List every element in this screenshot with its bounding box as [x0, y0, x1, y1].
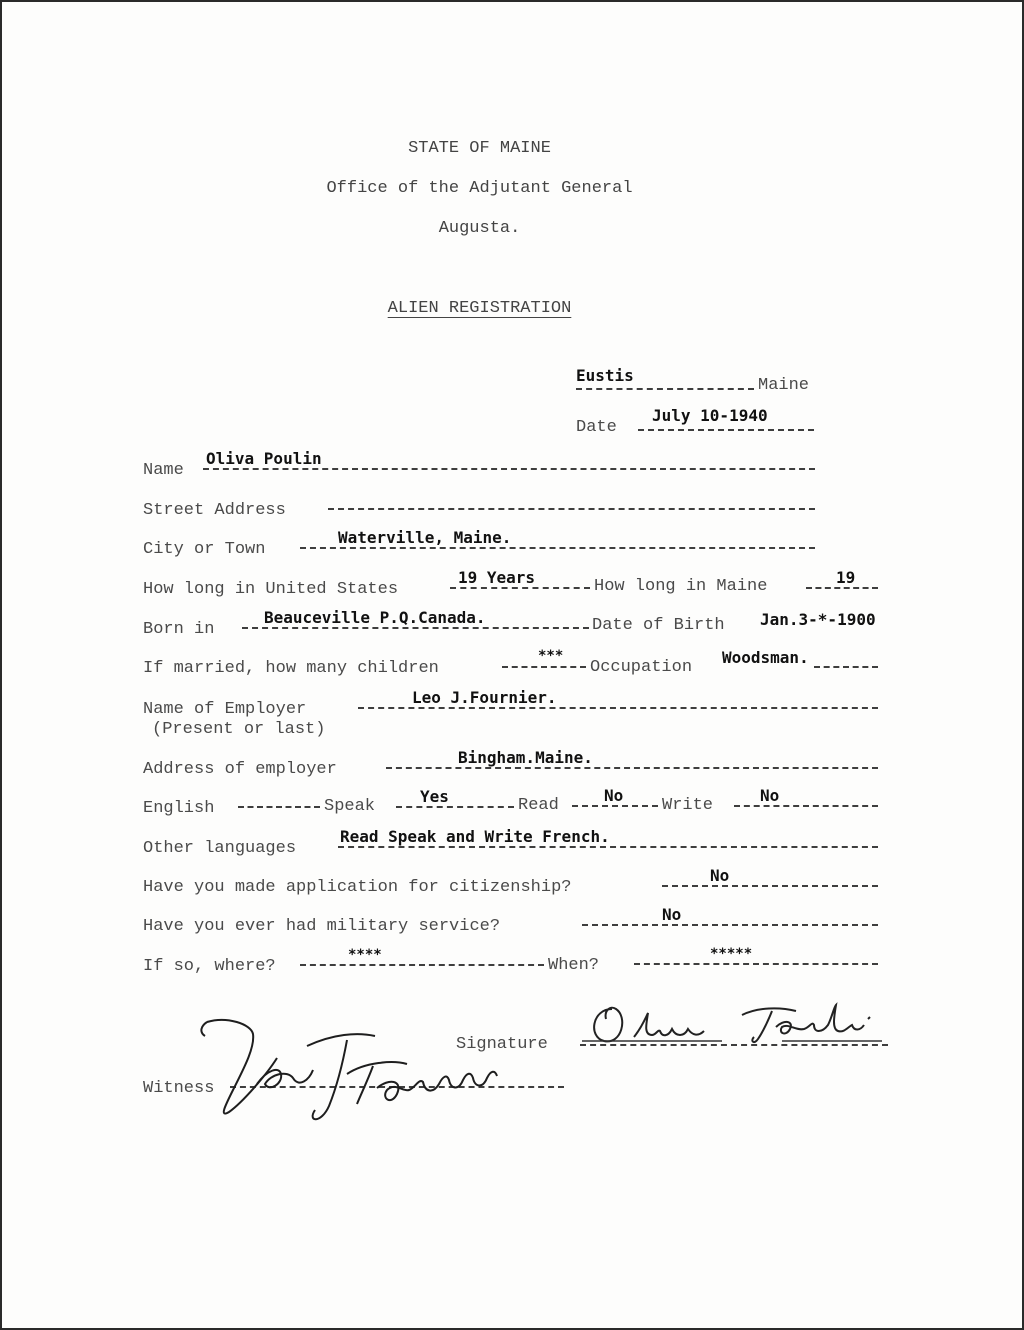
english-label: English [143, 799, 215, 818]
occupation-value: Woodsman. [722, 648, 809, 667]
speak-label: Speak [324, 797, 376, 816]
city-label: City or Town [143, 540, 266, 559]
occupation-label: Occupation [590, 658, 693, 677]
if-so-where-label: If so, where? [143, 957, 276, 976]
born-in-value: Beauceville P.Q.Canada. [264, 608, 486, 627]
other-languages-value: Read Speak and Write French. [340, 827, 610, 846]
write-label: Write [662, 796, 714, 815]
name-line [203, 468, 815, 470]
read-value: No [604, 786, 624, 805]
header-office: Office of the Adjutant General [326, 179, 633, 198]
other-languages-line [338, 846, 878, 848]
military-line [582, 924, 878, 926]
city-line [300, 547, 815, 549]
born-in-line [242, 627, 589, 629]
children-value: *** [538, 648, 564, 664]
applicant-signature [582, 997, 902, 1057]
form-title-text: ALIEN REGISTRATION [387, 299, 572, 318]
employer-value: Leo J.Fournier. [412, 688, 557, 707]
employer-address-value: Bingham.Maine. [458, 748, 593, 767]
date-value: July 10-1940 [652, 406, 768, 425]
place-value: Eustis [576, 366, 634, 385]
other-languages-label: Other languages [143, 839, 297, 858]
employer-address-line [386, 767, 878, 769]
name-label: Name [143, 461, 184, 480]
years-maine-line [806, 587, 878, 589]
header-state: STATE OF MAINE [408, 139, 551, 158]
military-value: No [662, 905, 682, 924]
how-long-maine-label: How long in Maine [594, 577, 768, 596]
street-line [328, 508, 815, 510]
employer-line [358, 707, 878, 709]
write-value: No [760, 786, 780, 805]
when-value: ***** [710, 946, 753, 962]
dob-value: Jan.3-*-1900 [760, 610, 876, 629]
city-value: Waterville, Maine. [338, 528, 512, 547]
citizenship-label: Have you made application for citizenship? [143, 878, 572, 897]
occupation-line [814, 666, 878, 668]
employer-note: (Present or last) [152, 720, 326, 739]
military-label: Have you ever had military service? [143, 917, 501, 936]
street-label: Street Address [143, 501, 286, 520]
signature-label: Signature [456, 1035, 548, 1054]
years-us-value: 19 Years [458, 568, 536, 587]
how-long-us-label: How long in United States [143, 580, 399, 599]
married-label: If married, how many children [143, 659, 439, 678]
name-value: Oliva Poulin [206, 449, 322, 468]
employer-label: Name of Employer [143, 700, 307, 719]
children-line [502, 666, 586, 668]
speak-value: Yes [420, 787, 449, 806]
date-label: Date [576, 418, 617, 437]
speak-line [396, 806, 514, 808]
english-line [238, 806, 320, 808]
place-suffix: Maine [758, 376, 810, 395]
date-line [638, 429, 814, 431]
document-page [2, 2, 1022, 1328]
citizenship-line [662, 885, 878, 887]
place-line [576, 388, 754, 390]
read-label: Read [518, 796, 559, 815]
form-title [2, 299, 957, 319]
where-value: **** [348, 947, 382, 963]
where-line [300, 964, 544, 966]
witness-label: Witness [143, 1079, 215, 1098]
born-in-label: Born in [143, 620, 215, 639]
when-line [634, 963, 878, 965]
dob-label: Date of Birth [592, 616, 725, 635]
years-us-line [450, 587, 590, 589]
citizenship-value: No [710, 866, 730, 885]
header-city: Augusta. [438, 219, 521, 238]
employer-address-label: Address of employer [143, 760, 337, 779]
when-label: When? [548, 956, 600, 975]
years-maine-value: 19 [836, 568, 856, 587]
witness-signature [197, 1014, 507, 1129]
write-line [734, 805, 878, 807]
